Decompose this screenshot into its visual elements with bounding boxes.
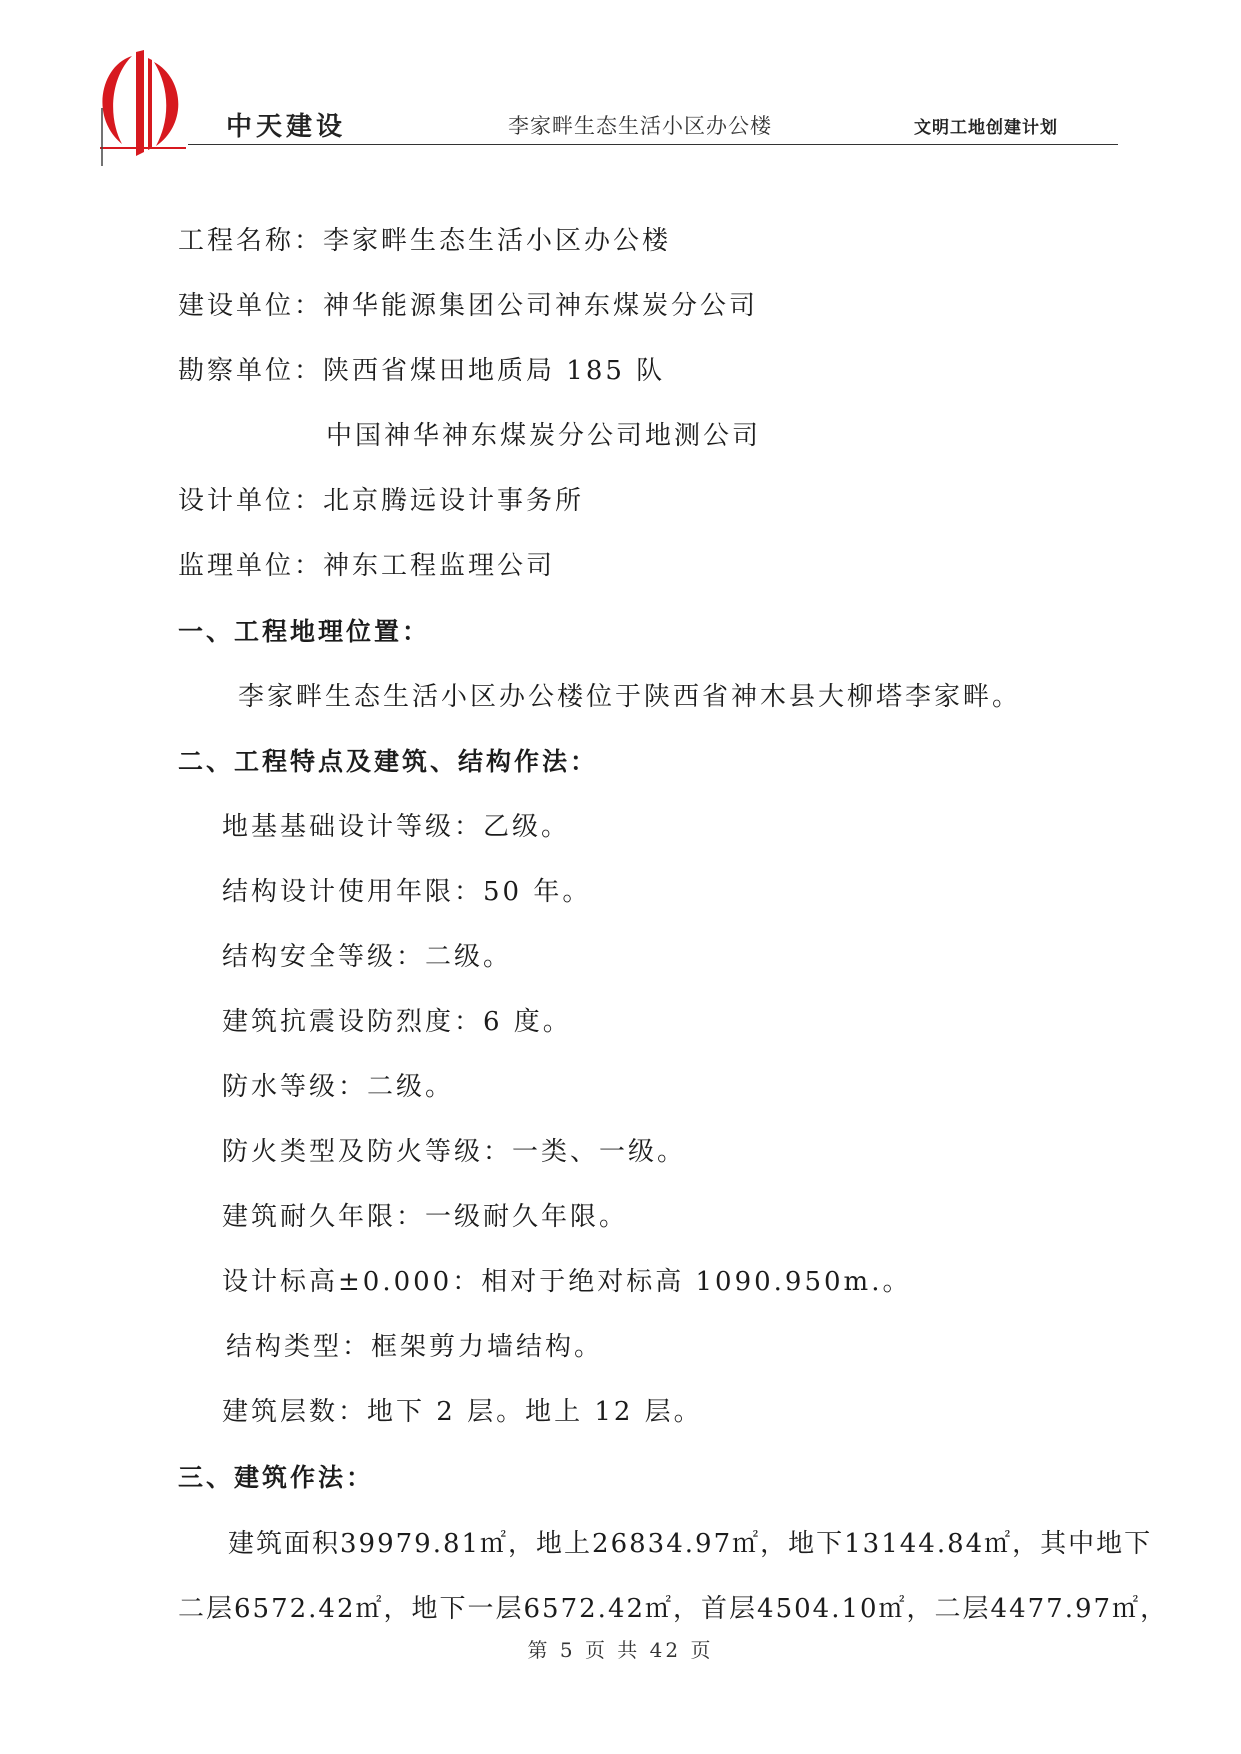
- zhongtian-logo-icon: [92, 48, 192, 168]
- list-item: 结构安全等级：二级。: [222, 942, 513, 972]
- info-value: 陕西省煤田地质局 185 队: [323, 356, 666, 386]
- location-text: 李家畔生态生活小区办公楼位于陕西省神木县大柳塔李家畔。: [238, 682, 1022, 712]
- info-value: 中国神华神东煤炭分公司地测公司: [326, 421, 762, 451]
- info-label: 勘察单位：: [178, 356, 324, 386]
- info-label: 设计单位：: [178, 486, 324, 516]
- info-label: 监理单位：: [178, 551, 324, 581]
- document-title: 李家畔生态生活小区办公楼: [508, 114, 772, 138]
- list-item: 建筑耐久年限：一级耐久年限。: [222, 1202, 629, 1232]
- page-number: 第 5 页 共 42 页: [527, 1638, 714, 1662]
- section-heading-architecture: 三、建筑作法：: [178, 1463, 375, 1492]
- info-row: [178, 285, 758, 322]
- brand-name: 中天建设: [226, 112, 347, 142]
- list-item: 设计标高±0.000：相对于绝对标高 1090.950m.。: [222, 1267, 912, 1297]
- header-divider: [188, 144, 1118, 145]
- section-heading-location: 一、工程地理位置：: [178, 617, 431, 646]
- info-row: [326, 415, 761, 452]
- list-item: 建筑层数：地下 2 层。地上 12 层。: [222, 1397, 703, 1427]
- info-label: 工程名称：: [178, 226, 324, 256]
- list-item: 建筑抗震设防烈度：6 度。: [222, 1007, 572, 1037]
- info-row: [178, 220, 671, 257]
- info-value: 神东工程监理公司: [323, 551, 556, 581]
- area-text-line: 二层6572.42㎡，地下一层6572.42㎡，首层4504.10㎡，二层4477.97㎡，: [178, 1594, 1169, 1624]
- info-row: [178, 480, 584, 517]
- info-value: 神华能源集团公司神东煤炭分公司: [323, 291, 759, 321]
- info-value: 李家畔生态生活小区办公楼: [323, 226, 672, 256]
- info-row: [178, 545, 555, 582]
- section-heading-features: 二、工程特点及建筑、结构作法：: [178, 747, 599, 776]
- list-item: 结构类型：框架剪力墙结构。: [226, 1332, 604, 1362]
- list-item: 地基基础设计等级：乙级。: [222, 812, 571, 842]
- list-item: 结构设计使用年限：50 年。: [222, 877, 592, 907]
- area-text-line: 建筑面积39979.81㎡，地上26834.97㎡，地下13144.84㎡，其中地下: [228, 1529, 1153, 1559]
- page-header: [0, 0, 1241, 160]
- info-row: [178, 350, 665, 387]
- info-value: 北京腾远设计事务所: [323, 486, 585, 516]
- list-item: 防水等级：二级。: [222, 1072, 455, 1102]
- document-type: 文明工地创建计划: [914, 118, 1058, 138]
- info-label: 建设单位：: [178, 291, 324, 321]
- list-item: 防火类型及防火等级：一类、一级。: [222, 1137, 687, 1167]
